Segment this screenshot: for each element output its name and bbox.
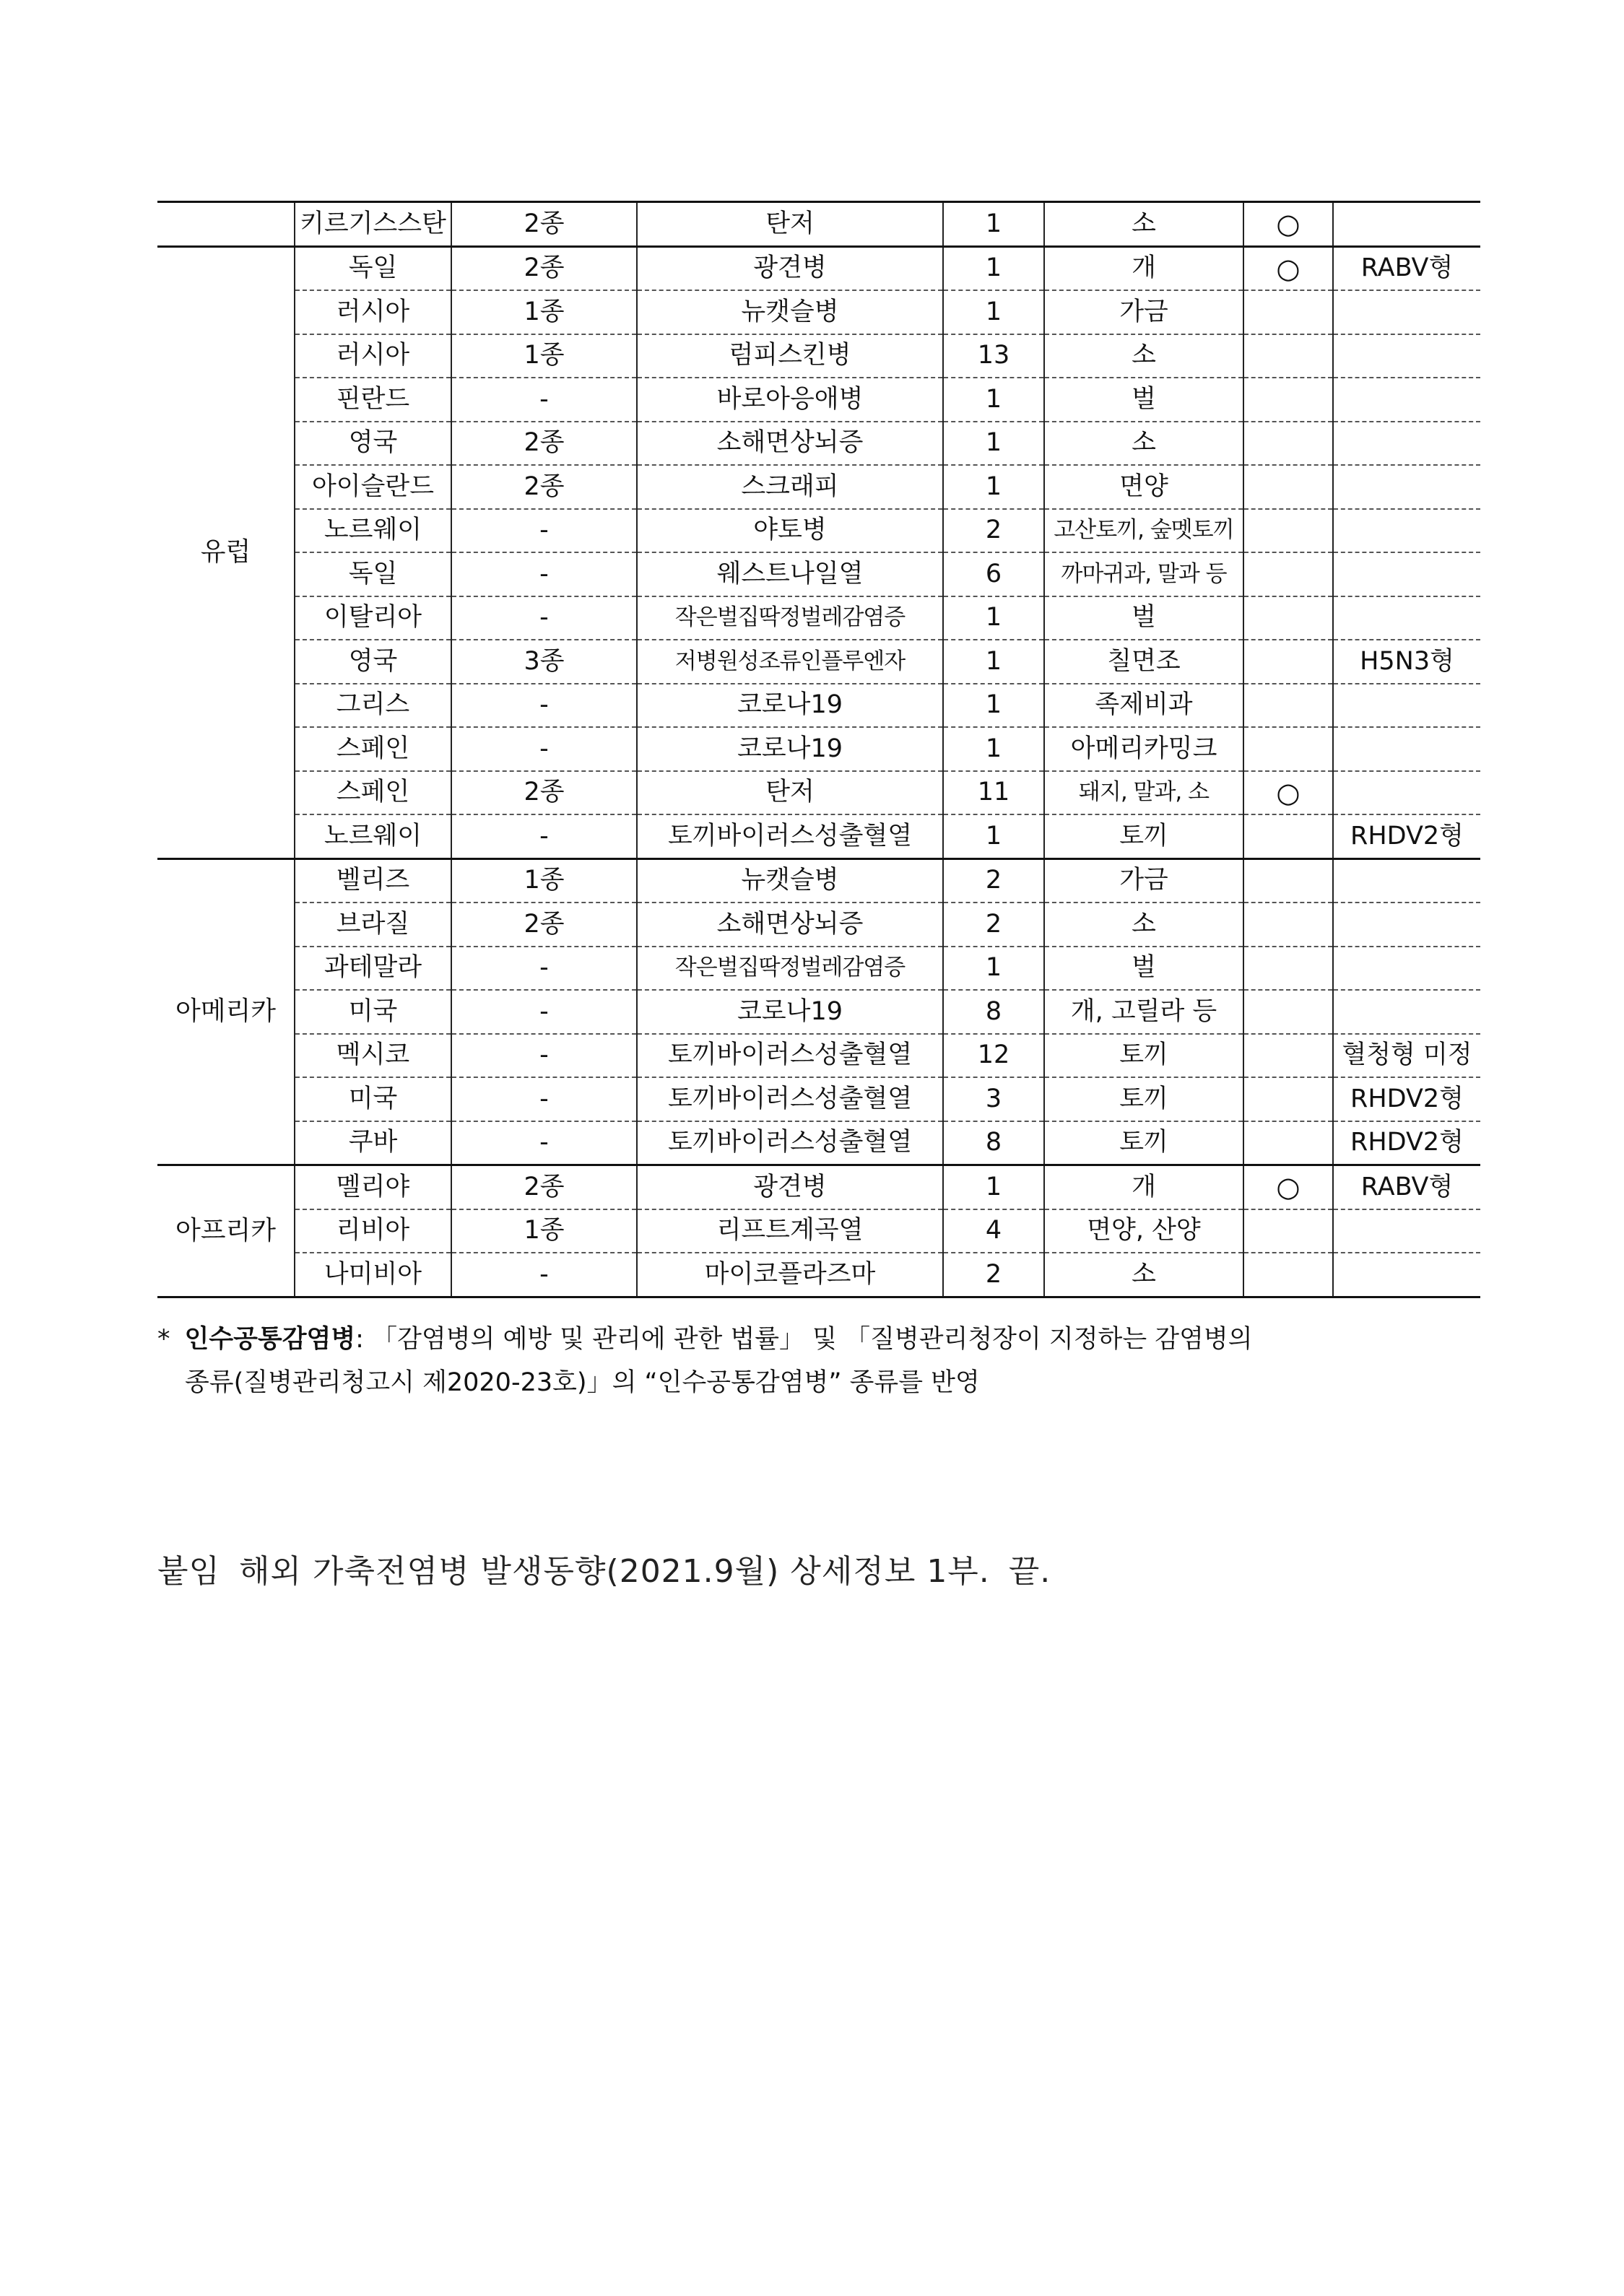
grade-cell: - [451,509,637,553]
table-row [157,378,1480,422]
region-cell: 아프리카 [157,1165,295,1297]
disease-cell: 스크래피 [637,465,943,509]
count-cell: 1 [943,814,1044,858]
region-cell: 유럽 [157,246,295,858]
table-row [157,1165,1480,1209]
table-row [157,1034,1480,1078]
disease-cell: 야토병 [637,509,943,553]
zoonotic-cell [1243,1077,1333,1121]
species-cell: 소 [1044,1253,1243,1297]
country-cell: 러시아 [295,334,451,378]
species-cell: 개, 고릴라 등 [1044,990,1243,1034]
table-row [157,858,1480,903]
count-cell: 2 [943,903,1044,947]
species-cell: 소 [1044,422,1243,466]
grade-cell: - [451,990,637,1034]
species-cell: 소 [1044,202,1243,247]
grade-cell: - [451,552,637,596]
country-cell: 영국 [295,640,451,684]
table-row [157,990,1480,1034]
zoonotic-cell [1243,640,1333,684]
count-cell: 1 [943,947,1044,991]
disease-cell: 뉴캣슬병 [637,290,943,334]
count-cell: 1 [943,596,1044,640]
note-cell [1333,422,1480,466]
table-row [157,1121,1480,1165]
disease-cell: 저병원성조류인플루엔자 [637,640,943,684]
zoonotic-cell [1243,947,1333,991]
species-cell: 소 [1044,334,1243,378]
zoonotic-cell [1243,422,1333,466]
disease-cell: 작은벌집딱정벌레감염증 [637,596,943,640]
footnote-line1: : 「감염병의 예방 및 관리에 관한 법률」 및 「질병관리청장이 지정하는 감염병의 [355,1325,1253,1354]
note-cell [1333,552,1480,596]
table-row [157,552,1480,596]
table-row [157,727,1480,771]
species-cell: 벌 [1044,378,1243,422]
outbreak-table [157,201,1480,1298]
count-cell: 1 [943,290,1044,334]
grade-cell: 2종 [451,1165,637,1209]
table-row [157,684,1480,728]
country-cell: 키르기스스탄 [295,202,451,247]
note-cell [1333,202,1480,247]
country-cell: 브라질 [295,903,451,947]
grade-cell: 1종 [451,334,637,378]
footnote [157,1318,1486,1404]
species-cell: 소 [1044,903,1243,947]
zoonotic-cell [1243,1034,1333,1078]
note-cell [1333,378,1480,422]
table-row [157,509,1480,553]
country-cell: 쿠바 [295,1121,451,1165]
zoonotic-cell: ○ [1243,202,1333,247]
species-cell: 벌 [1044,947,1243,991]
grade-cell: 2종 [451,202,637,247]
country-cell: 스페인 [295,727,451,771]
grade-cell: - [451,947,637,991]
species-cell: 토끼 [1044,814,1243,858]
table-row [157,814,1480,858]
attachment-line [157,1545,1486,1591]
grade-cell: 2종 [451,465,637,509]
species-cell: 가금 [1044,858,1243,903]
species-cell: 개 [1044,1165,1243,1209]
note-cell [1333,1253,1480,1297]
table-row [157,246,1480,290]
note-cell [1333,465,1480,509]
zoonotic-cell [1243,903,1333,947]
zoonotic-cell [1243,684,1333,728]
grade-cell: - [451,596,637,640]
disease-cell: 리프트계곡열 [637,1209,943,1253]
zoonotic-cell: ○ [1243,771,1333,815]
note-cell [1333,903,1480,947]
note-cell [1333,290,1480,334]
table-row [157,1077,1480,1121]
species-cell: 토끼 [1044,1077,1243,1121]
grade-cell: - [451,1034,637,1078]
count-cell: 1 [943,727,1044,771]
count-cell: 1 [943,246,1044,290]
species-cell: 토끼 [1044,1034,1243,1078]
disease-cell: 광견병 [637,246,943,290]
species-cell: 고산토끼, 숲멧토끼 [1044,509,1243,553]
species-cell: 족제비과 [1044,684,1243,728]
note-cell [1333,947,1480,991]
zoonotic-cell [1243,290,1333,334]
species-cell: 까마귀과, 말과 등 [1044,552,1243,596]
count-cell: 1 [943,640,1044,684]
country-cell: 노르웨이 [295,509,451,553]
grade-cell: 2종 [451,771,637,815]
note-cell: RHDV2형 [1333,1121,1480,1165]
note-cell: RABV형 [1333,246,1480,290]
country-cell: 나미비아 [295,1253,451,1297]
zoonotic-cell [1243,858,1333,903]
country-cell: 벨리즈 [295,858,451,903]
table-row [157,202,1480,247]
count-cell: 6 [943,552,1044,596]
zoonotic-cell [1243,727,1333,771]
note-cell [1333,858,1480,903]
outbreak-table-body [157,202,1480,1297]
footnote-line2: 종류(질병관리청고시 제2020-23호)」의 “인수공통감염병” 종류를 반영 [185,1368,980,1397]
disease-cell: 소해면상뇌증 [637,422,943,466]
attachment-label: 붙임 [157,1553,221,1590]
zoonotic-cell: ○ [1243,246,1333,290]
grade-cell: - [451,1077,637,1121]
count-cell: 1 [943,378,1044,422]
country-cell: 그리스 [295,684,451,728]
count-cell: 13 [943,334,1044,378]
attachment-text: 해외 가축전염병 발생동향(2021.9월) 상세정보 1부. [239,1553,990,1590]
species-cell: 토끼 [1044,1121,1243,1165]
zoonotic-cell [1243,334,1333,378]
grade-cell: - [451,1121,637,1165]
zoonotic-cell [1243,814,1333,858]
note-cell: 혈청형 미정 [1333,1034,1480,1078]
count-cell: 8 [943,990,1044,1034]
grade-cell: - [451,727,637,771]
note-cell [1333,509,1480,553]
disease-cell: 마이코플라즈마 [637,1253,943,1297]
note-cell: RHDV2형 [1333,814,1480,858]
count-cell: 1 [943,465,1044,509]
disease-cell: 럼피스킨병 [637,334,943,378]
disease-cell: 코로나19 [637,684,943,728]
table-row [157,771,1480,815]
country-cell: 리비아 [295,1209,451,1253]
table-row [157,334,1480,378]
grade-cell: 2종 [451,246,637,290]
count-cell: 2 [943,1253,1044,1297]
note-cell [1333,990,1480,1034]
zoonotic-cell [1243,509,1333,553]
attachment-end: 끝. [1008,1553,1051,1590]
disease-cell: 광견병 [637,1165,943,1209]
species-cell: 칠면조 [1044,640,1243,684]
grade-cell: - [451,814,637,858]
note-cell [1333,771,1480,815]
count-cell: 12 [943,1034,1044,1078]
count-cell: 1 [943,684,1044,728]
disease-cell: 웨스트나일열 [637,552,943,596]
disease-cell: 탄저 [637,202,943,247]
note-cell [1333,596,1480,640]
zoonotic-cell [1243,465,1333,509]
region-cell: 아메리카 [157,858,295,1165]
table-row [157,1209,1480,1253]
country-cell: 아이슬란드 [295,465,451,509]
country-cell: 과테말라 [295,947,451,991]
note-cell [1333,334,1480,378]
grade-cell: - [451,684,637,728]
grade-cell: 2종 [451,422,637,466]
table-row [157,1253,1480,1297]
disease-cell: 토끼바이러스성출혈열 [637,814,943,858]
country-cell: 영국 [295,422,451,466]
note-cell: RHDV2형 [1333,1077,1480,1121]
country-cell: 러시아 [295,290,451,334]
country-cell: 미국 [295,1077,451,1121]
grade-cell: 1종 [451,290,637,334]
count-cell: 8 [943,1121,1044,1165]
zoonotic-cell [1243,596,1333,640]
note-cell [1333,1209,1480,1253]
country-cell: 멕시코 [295,1034,451,1078]
grade-cell: - [451,1253,637,1297]
count-cell: 1 [943,422,1044,466]
country-cell: 스페인 [295,771,451,815]
species-cell: 벌 [1044,596,1243,640]
disease-cell: 바로아응애병 [637,378,943,422]
zoonotic-cell [1243,990,1333,1034]
disease-cell: 뉴캣슬병 [637,858,943,903]
disease-cell: 코로나19 [637,990,943,1034]
table-row [157,290,1480,334]
footnote-marker: * [157,1325,170,1354]
count-cell: 11 [943,771,1044,815]
country-cell: 독일 [295,552,451,596]
table-row [157,947,1480,991]
grade-cell: 3종 [451,640,637,684]
country-cell: 독일 [295,246,451,290]
species-cell: 면양 [1044,465,1243,509]
note-cell [1333,684,1480,728]
disease-cell: 코로나19 [637,727,943,771]
table-row [157,465,1480,509]
zoonotic-cell [1243,378,1333,422]
disease-cell: 작은벌집딱정벌레감염증 [637,947,943,991]
table-row [157,422,1480,466]
country-cell: 미국 [295,990,451,1034]
count-cell: 3 [943,1077,1044,1121]
zoonotic-cell: ○ [1243,1165,1333,1209]
disease-cell: 토끼바이러스성출혈열 [637,1034,943,1078]
disease-cell: 토끼바이러스성출혈열 [637,1121,943,1165]
table-row [157,596,1480,640]
footnote-term: 인수공통감염병 [184,1325,356,1354]
disease-cell: 탄저 [637,771,943,815]
count-cell: 1 [943,1165,1044,1209]
grade-cell: 1종 [451,1209,637,1253]
disease-cell: 토끼바이러스성출혈열 [637,1077,943,1121]
country-cell: 노르웨이 [295,814,451,858]
country-cell: 핀란드 [295,378,451,422]
species-cell: 면양, 산양 [1044,1209,1243,1253]
species-cell: 개 [1044,246,1243,290]
count-cell: 4 [943,1209,1044,1253]
country-cell: 이탈리아 [295,596,451,640]
zoonotic-cell [1243,1209,1333,1253]
disease-cell: 소해면상뇌증 [637,903,943,947]
species-cell: 아메리카밍크 [1044,727,1243,771]
country-cell: 멜리야 [295,1165,451,1209]
table-row [157,640,1480,684]
note-cell: H5N3형 [1333,640,1480,684]
count-cell: 2 [943,509,1044,553]
species-cell: 가금 [1044,290,1243,334]
region-cell [157,202,295,247]
count-cell: 2 [943,858,1044,903]
count-cell: 1 [943,202,1044,247]
table-row [157,903,1480,947]
zoonotic-cell [1243,552,1333,596]
grade-cell: - [451,378,637,422]
zoonotic-cell [1243,1253,1333,1297]
grade-cell: 2종 [451,903,637,947]
zoonotic-cell [1243,1121,1333,1165]
grade-cell: 1종 [451,858,637,903]
note-cell [1333,727,1480,771]
note-cell: RABV형 [1333,1165,1480,1209]
species-cell: 돼지, 말과, 소 [1044,771,1243,815]
